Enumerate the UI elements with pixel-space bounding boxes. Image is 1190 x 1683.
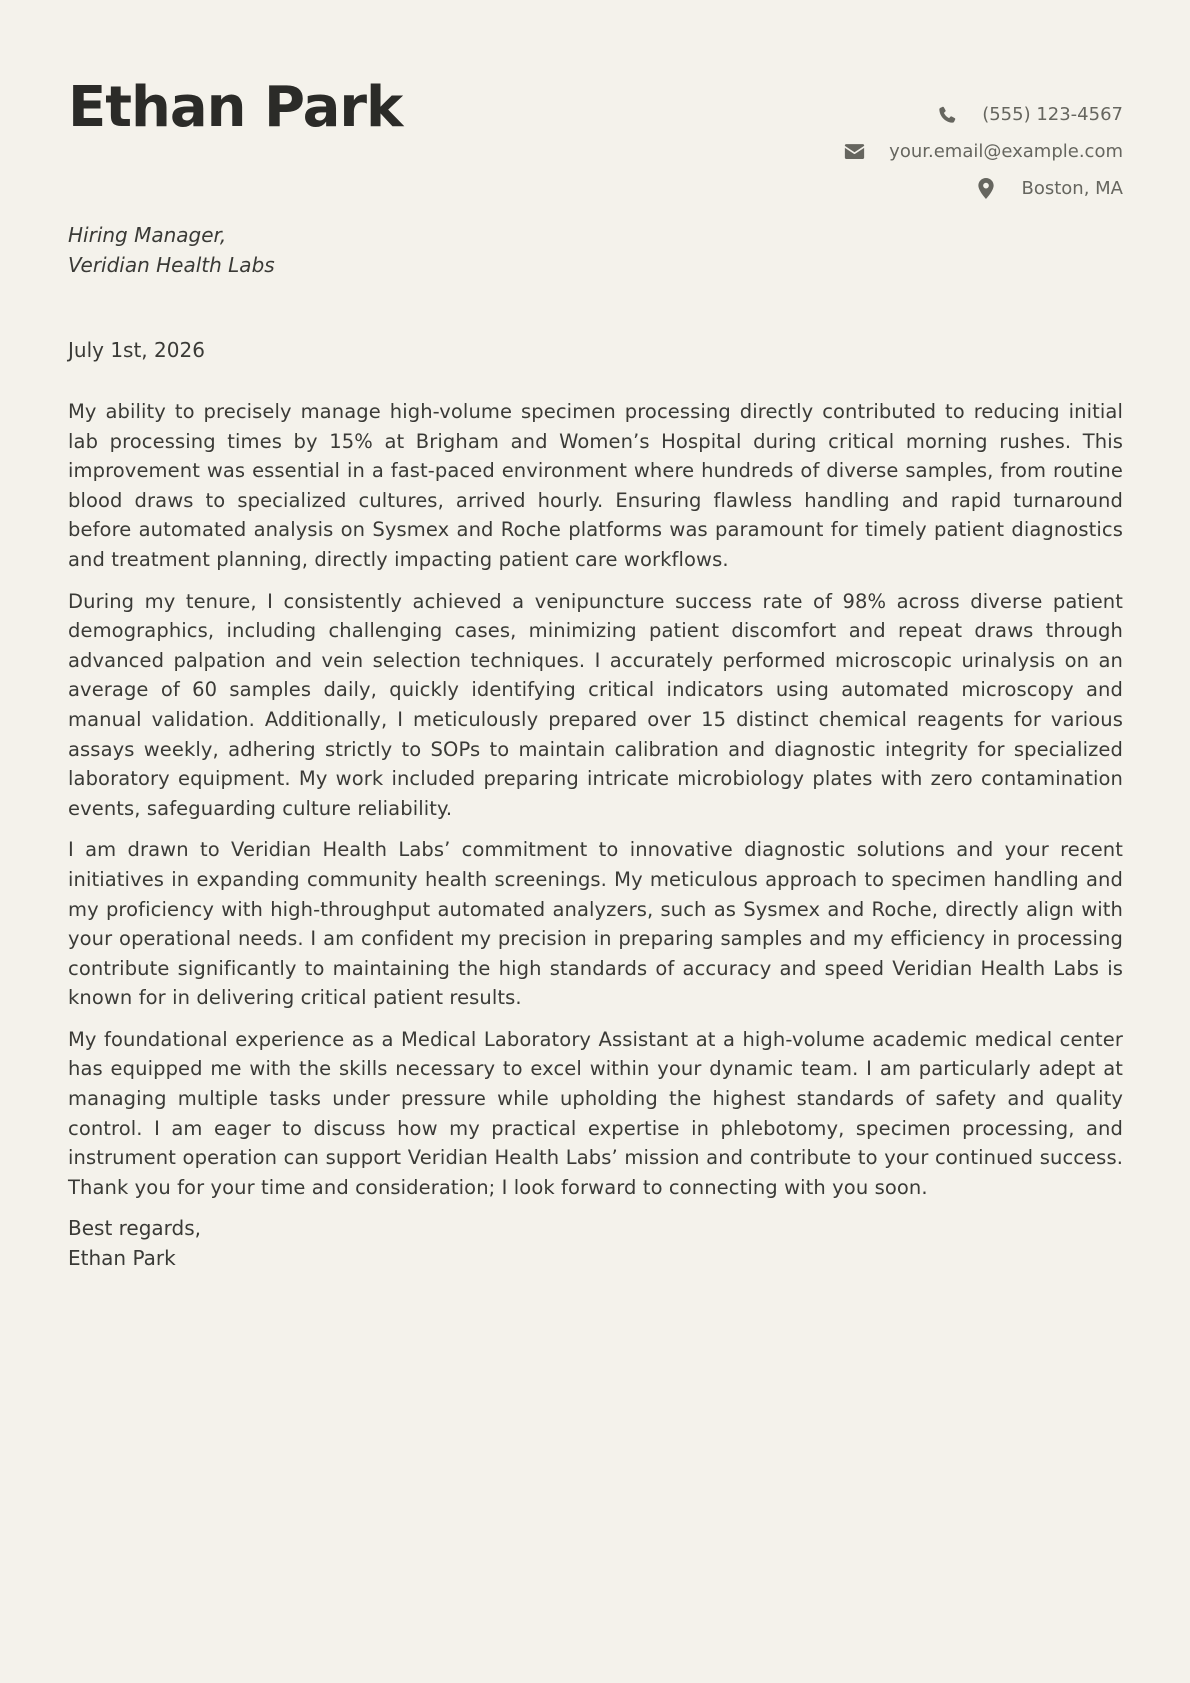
recipient-title: Hiring Manager, (68, 223, 227, 247)
body-paragraph-1: My ability to precisely manage high-volume specimen processing directly contributed to reducing initial lab processing times by 15% at Brigham and Women’s Hospital during critical morning rushes. This improvement was essential in a fast-paced environment where hundreds of diverse samples, from routine blood draws to specialized cultures, arrived hourly. Ensuring flawless handling and rapid turnaround before automated analysis on Sysmex and Roche platforms was paramount for timely patient diagnostics and treatment planning, directly impacting patient care workflows. (68, 400, 1123, 571)
cover-letter-page (68, 0, 1123, 1683)
contact-email-row (843, 133, 1123, 170)
phone-icon (936, 104, 958, 126)
letter-date: July 1st, 2026 (68, 338, 205, 362)
closing-signature: Ethan Park (68, 1246, 176, 1271)
contact-phone: (555) 123-4567 (982, 104, 1123, 125)
body-paragraph-2: During my tenure, I consistently achieved a venipuncture success rate of 98% across diverse patient demographics, including challenging cases, minimizing patient discomfort and repeat draws through advanced palpation and vein selection techniques. I accurately performed microscopic urinalysis on an average of 60 samples daily, quickly identifying critical indicators using automated microscopy and manual validation. Additionally, I meticulously prepared over 15 distinct chemical reagents for various assays weekly, adhering strictly to SOPs to maintain calibration and diagnostic integrity for specialized laboratory equipment. My work included preparing intricate microbiology plates with zero contamination events, safeguarding culture reliability. (68, 589, 1123, 820)
recipient-block (68, 220, 275, 280)
map-pin-icon (975, 178, 997, 200)
body-paragraph-4: My foundational experience as a Medical Laboratory Assistant at a high-volume academic medical center has equipped me with the skills necessary to excel within your dynamic team. I am particularly adept at managing multiple tasks under pressure while upholding the highest standards of safety and quality control. I am eager to discuss how my practical expertise in phlebotomy, specimen processing, and instrument operation can support Veridian Health Labs’ mission and contribute to your continued success. Thank you for your time and consideration; I look forward to connecting with you soon. (68, 1027, 1123, 1199)
contact-location-row (843, 170, 1123, 207)
closing-salutation: Best regards, (68, 1216, 202, 1241)
envelope-icon (843, 141, 865, 163)
contact-phone-row (843, 96, 1123, 133)
letter-body (68, 397, 1123, 1274)
contact-location: Boston, MA (1021, 178, 1123, 199)
applicant-name: Ethan Park (68, 75, 403, 140)
contact-email: your.email@example.com (889, 141, 1123, 162)
body-paragraph-3: I am drawn to Veridian Health Labs’ commitment to innovative diagnostic solutions and your recent initiatives in expanding community health screenings. My meticulous approach to specimen handling and my proficiency with high-throughput automated analyzers, such as Sysmex and Roche, directly align with your operational needs. I am confident my precision in preparing samples and my efficiency in processing contribute significantly to maintaining the high standards of accuracy and speed Veridian Health Labs is known for in delivering critical patient results. (68, 838, 1123, 1010)
contact-block (843, 96, 1123, 207)
closing-block (68, 1214, 1123, 1273)
recipient-company: Veridian Health Labs (68, 253, 275, 277)
